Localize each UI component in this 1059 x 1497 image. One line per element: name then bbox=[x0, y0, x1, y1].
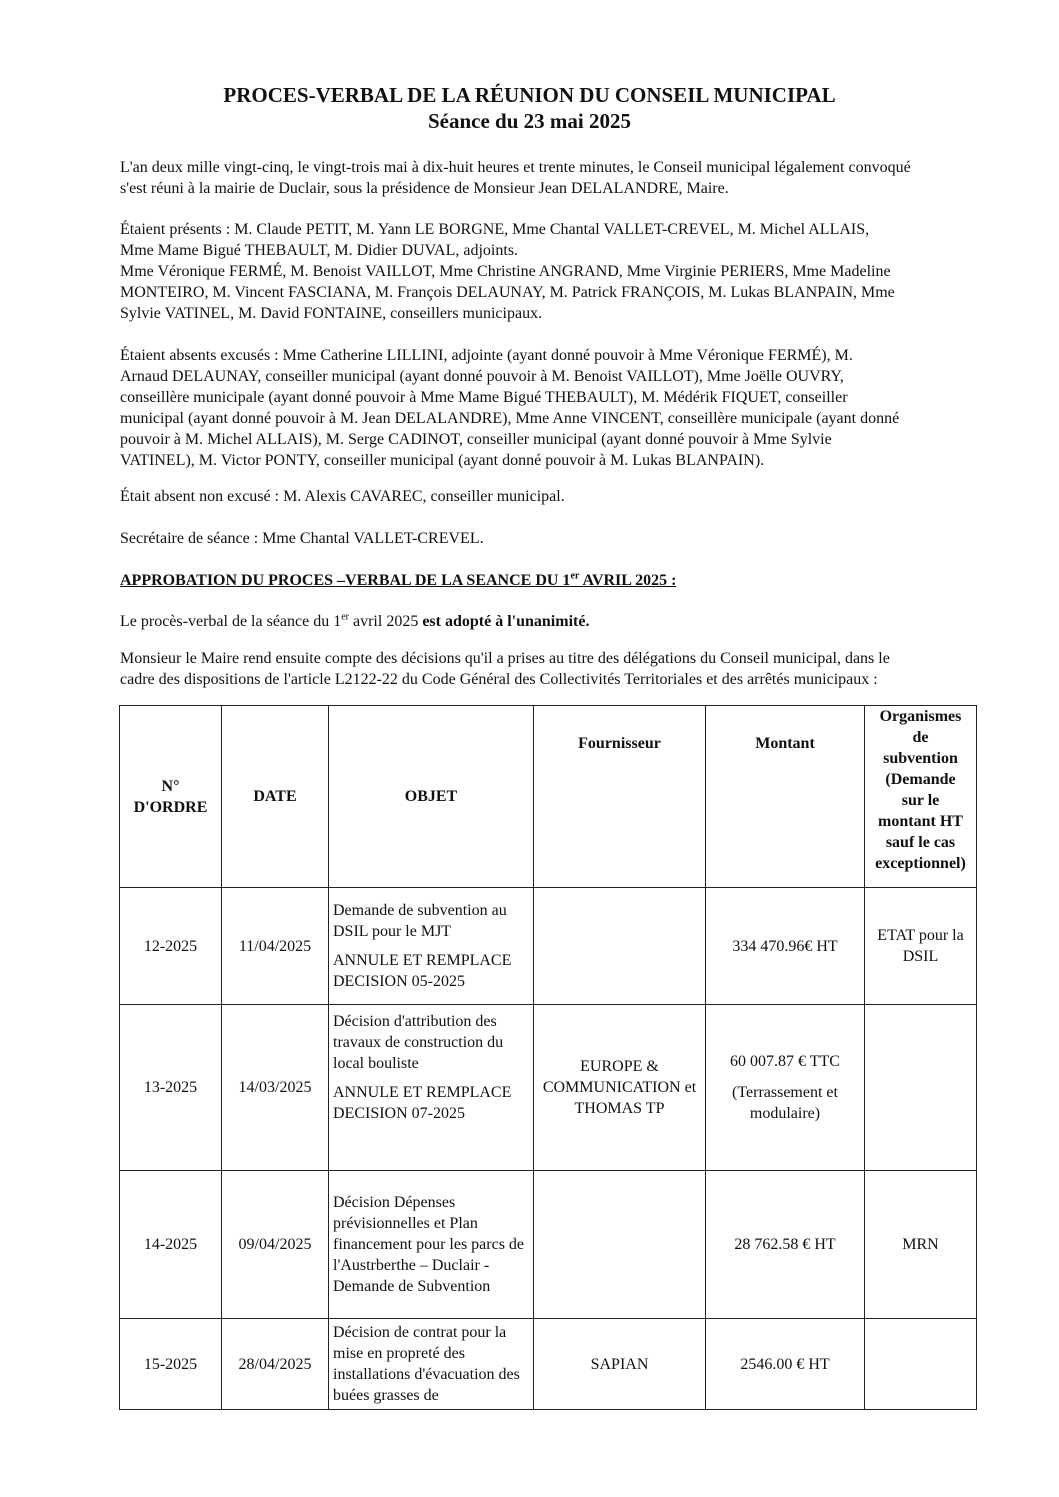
intro-line: L'an deux mille vingt-cinq, le vingt-trois mai à dix-huit heures et trente minutes, le Conseil municipal légalement convoqué bbox=[120, 159, 911, 176]
cell-montant bbox=[706, 1005, 865, 1171]
table-row bbox=[120, 888, 977, 1005]
adoption-statement bbox=[120, 611, 990, 632]
header-org-line: (Demande bbox=[885, 771, 956, 788]
cell-montant: 2546.00 € HT bbox=[706, 1319, 865, 1410]
maire-line: cadre des dispositions de l'article L2122-22 du Code Général des Collectivités Territoriales et des arrêtés municipaux : bbox=[120, 671, 878, 688]
cell-fournisseur: SAPIAN bbox=[534, 1319, 706, 1410]
header-date: DATE bbox=[222, 706, 329, 888]
approbation-heading bbox=[120, 570, 990, 591]
header-org-line: Organismes bbox=[879, 708, 962, 725]
presents-line: MONTEIRO, M. Vincent FASCIANA, M. François DELAUNAY, M. Patrick FRANÇOIS, M. Lukas BLANPAIN, Mme bbox=[120, 284, 895, 301]
cell-organisme: ETAT pour la DSIL bbox=[865, 888, 977, 1005]
secretaire-seance: Secrétaire de séance : Mme Chantal VALLET-CREVEL. bbox=[120, 530, 484, 547]
cell-numero: 15-2025 bbox=[120, 1319, 222, 1410]
header-org-line: sur le bbox=[901, 792, 940, 809]
presents-line: Sylvie VATINEL, M. David FONTAINE, conseillers municipaux. bbox=[120, 305, 543, 322]
cell-objet bbox=[329, 888, 534, 1005]
header-org-line: subvention bbox=[883, 750, 958, 767]
cell-montant: 28 762.58 € HT bbox=[706, 1171, 865, 1319]
cell-objet-note: ANNULE ET REMPLACE DECISION 05-2025 bbox=[333, 952, 512, 990]
cell-objet-text: Décision d'attribution des travaux de construction du local bouliste bbox=[333, 1013, 504, 1072]
absents-line: pouvoir à M. Michel ALLAIS), M. Serge CADINOT, conseiller municipal (ayant donné pouvoir à Mme Sylvie bbox=[120, 431, 832, 448]
intro-line: s'est réuni à la mairie de Duclair, sous la présidence de Monsieur Jean DELALANDRE, Maire. bbox=[120, 180, 729, 197]
header-montant: Montant bbox=[706, 706, 865, 888]
cell-numero: 13-2025 bbox=[120, 1005, 222, 1171]
table-row bbox=[120, 1319, 977, 1410]
cell-fournisseur bbox=[534, 888, 706, 1005]
cell-objet-text: Demande de subvention au DSIL pour le MJT bbox=[333, 902, 507, 940]
maire-paragraph bbox=[120, 648, 990, 690]
cell-date: 28/04/2025 bbox=[222, 1319, 329, 1410]
cell-montant: 334 470.96€ HT bbox=[706, 888, 865, 1005]
intro-paragraph bbox=[120, 157, 990, 199]
absents-line: Étaient absents excusés : Mme Catherine LILLINI, adjointe (ayant donné pouvoir à Mme Véronique FERMÉ), M. bbox=[120, 347, 853, 364]
adoption-sup: er bbox=[341, 611, 349, 623]
cell-organisme: MRN bbox=[865, 1171, 977, 1319]
cell-numero: 12-2025 bbox=[120, 888, 222, 1005]
absents-line: conseillère municipale (ayant donné pouvoir à Mme Mame Bigué THEBAULT), M. Médérik FIQUET, conseiller bbox=[120, 389, 848, 406]
approbation-heading-sup: er bbox=[570, 570, 580, 582]
header-objet: OBJET bbox=[329, 706, 534, 888]
cell-organisme bbox=[865, 1319, 977, 1410]
header-fournisseur: Fournisseur bbox=[534, 706, 706, 888]
header-org-line: de bbox=[912, 729, 929, 746]
approbation-heading-text: APPROBATION DU PROCES –VERBAL DE LA SEANCE DU 1 bbox=[120, 572, 571, 589]
cell-organisme bbox=[865, 1005, 977, 1171]
presents-line: Mme Mame Bigué THEBAULT, M. Didier DUVAL, adjoints. bbox=[120, 242, 519, 259]
approbation-heading-text-end: AVRIL 2025 : bbox=[579, 572, 677, 589]
header-org-line: montant HT bbox=[878, 813, 963, 830]
absents-line: municipal (ayant donné pouvoir à M. Jean DELALANDRE), Mme Anne VINCENT, conseillère municipale (ayant donné bbox=[120, 410, 900, 427]
cell-montant-value: 60 007.87 € TTC bbox=[730, 1053, 840, 1070]
cell-objet-text: Décision Dépenses prévisionnelles et Plan financement pour les parcs de l'Austrberthe – Duclair - Demande de Subvention bbox=[333, 1194, 525, 1295]
header-organismes bbox=[865, 706, 977, 888]
presents-line: Étaient présents : M. Claude PETIT, M. Yann LE BORGNE, Mme Chantal VALLET-CREVEL, M. Michel ALLAIS, bbox=[120, 221, 870, 238]
cell-objet bbox=[329, 1319, 534, 1410]
adoption-text: Le procès-verbal de la séance du 1 bbox=[120, 613, 342, 630]
cell-objet bbox=[329, 1005, 534, 1171]
header-numero bbox=[120, 706, 222, 888]
table-header-row bbox=[120, 706, 977, 888]
presents-line: Mme Véronique FERMÉ, M. Benoist VAILLOT, Mme Christine ANGRAND, Mme Virginie PERIERS, Mme Madeline bbox=[120, 263, 891, 280]
absents-line: VATINEL), M. Victor PONTY, conseiller municipal (ayant donné pouvoir à M. Lukas BLANPAIN). bbox=[120, 452, 765, 469]
header-numero-l2: D'ORDRE bbox=[133, 798, 208, 816]
cell-date: 14/03/2025 bbox=[222, 1005, 329, 1171]
cell-numero: 14-2025 bbox=[120, 1171, 222, 1319]
cell-objet bbox=[329, 1171, 534, 1319]
table-row bbox=[120, 1005, 977, 1171]
absents-paragraph bbox=[120, 345, 990, 471]
adoption-text-mid: avril 2025 bbox=[349, 613, 423, 630]
document-title: PROCES-VERBAL DE LA RÉUNION DU CONSEIL MUNICIPAL bbox=[223, 83, 836, 107]
maire-line: Monsieur le Maire rend ensuite compte des décisions qu'il a prises au titre des délégations du Conseil municipal, dans le bbox=[120, 650, 890, 667]
cell-fournisseur: EUROPE & COMMUNICATION et THOMAS TP bbox=[534, 1005, 706, 1171]
cell-objet-note: ANNULE ET REMPLACE DECISION 07-2025 bbox=[333, 1084, 512, 1122]
cell-fournisseur bbox=[534, 1171, 706, 1319]
document-subtitle: Séance du 23 mai 2025 bbox=[427, 109, 631, 133]
presents-paragraph bbox=[120, 219, 990, 324]
absents-line: Arnaud DELAUNAY, conseiller municipal (ayant donné pouvoir à M. Benoist VAILLOT), Mme Joëlle OUVRY, bbox=[120, 368, 844, 385]
cell-objet-text: Décision de contrat pour la mise en propreté des installations d'évacuation des buées grasses de bbox=[333, 1324, 520, 1404]
table-row bbox=[120, 1171, 977, 1319]
cell-montant-note: (Terrassement et modulaire) bbox=[732, 1084, 838, 1122]
header-org-line: sauf le cas bbox=[885, 834, 956, 851]
decisions-table bbox=[119, 705, 977, 1410]
adoption-result: est adopté à l'unanimité. bbox=[422, 613, 590, 630]
cell-date: 09/04/2025 bbox=[222, 1171, 329, 1319]
absent-non-excuse: Était absent non excusé : M. Alexis CAVAREC, conseiller municipal. bbox=[120, 488, 565, 505]
header-numero-l1: N° bbox=[161, 777, 180, 795]
cell-date: 11/04/2025 bbox=[222, 888, 329, 1005]
header-org-line: exceptionnel) bbox=[875, 855, 966, 872]
